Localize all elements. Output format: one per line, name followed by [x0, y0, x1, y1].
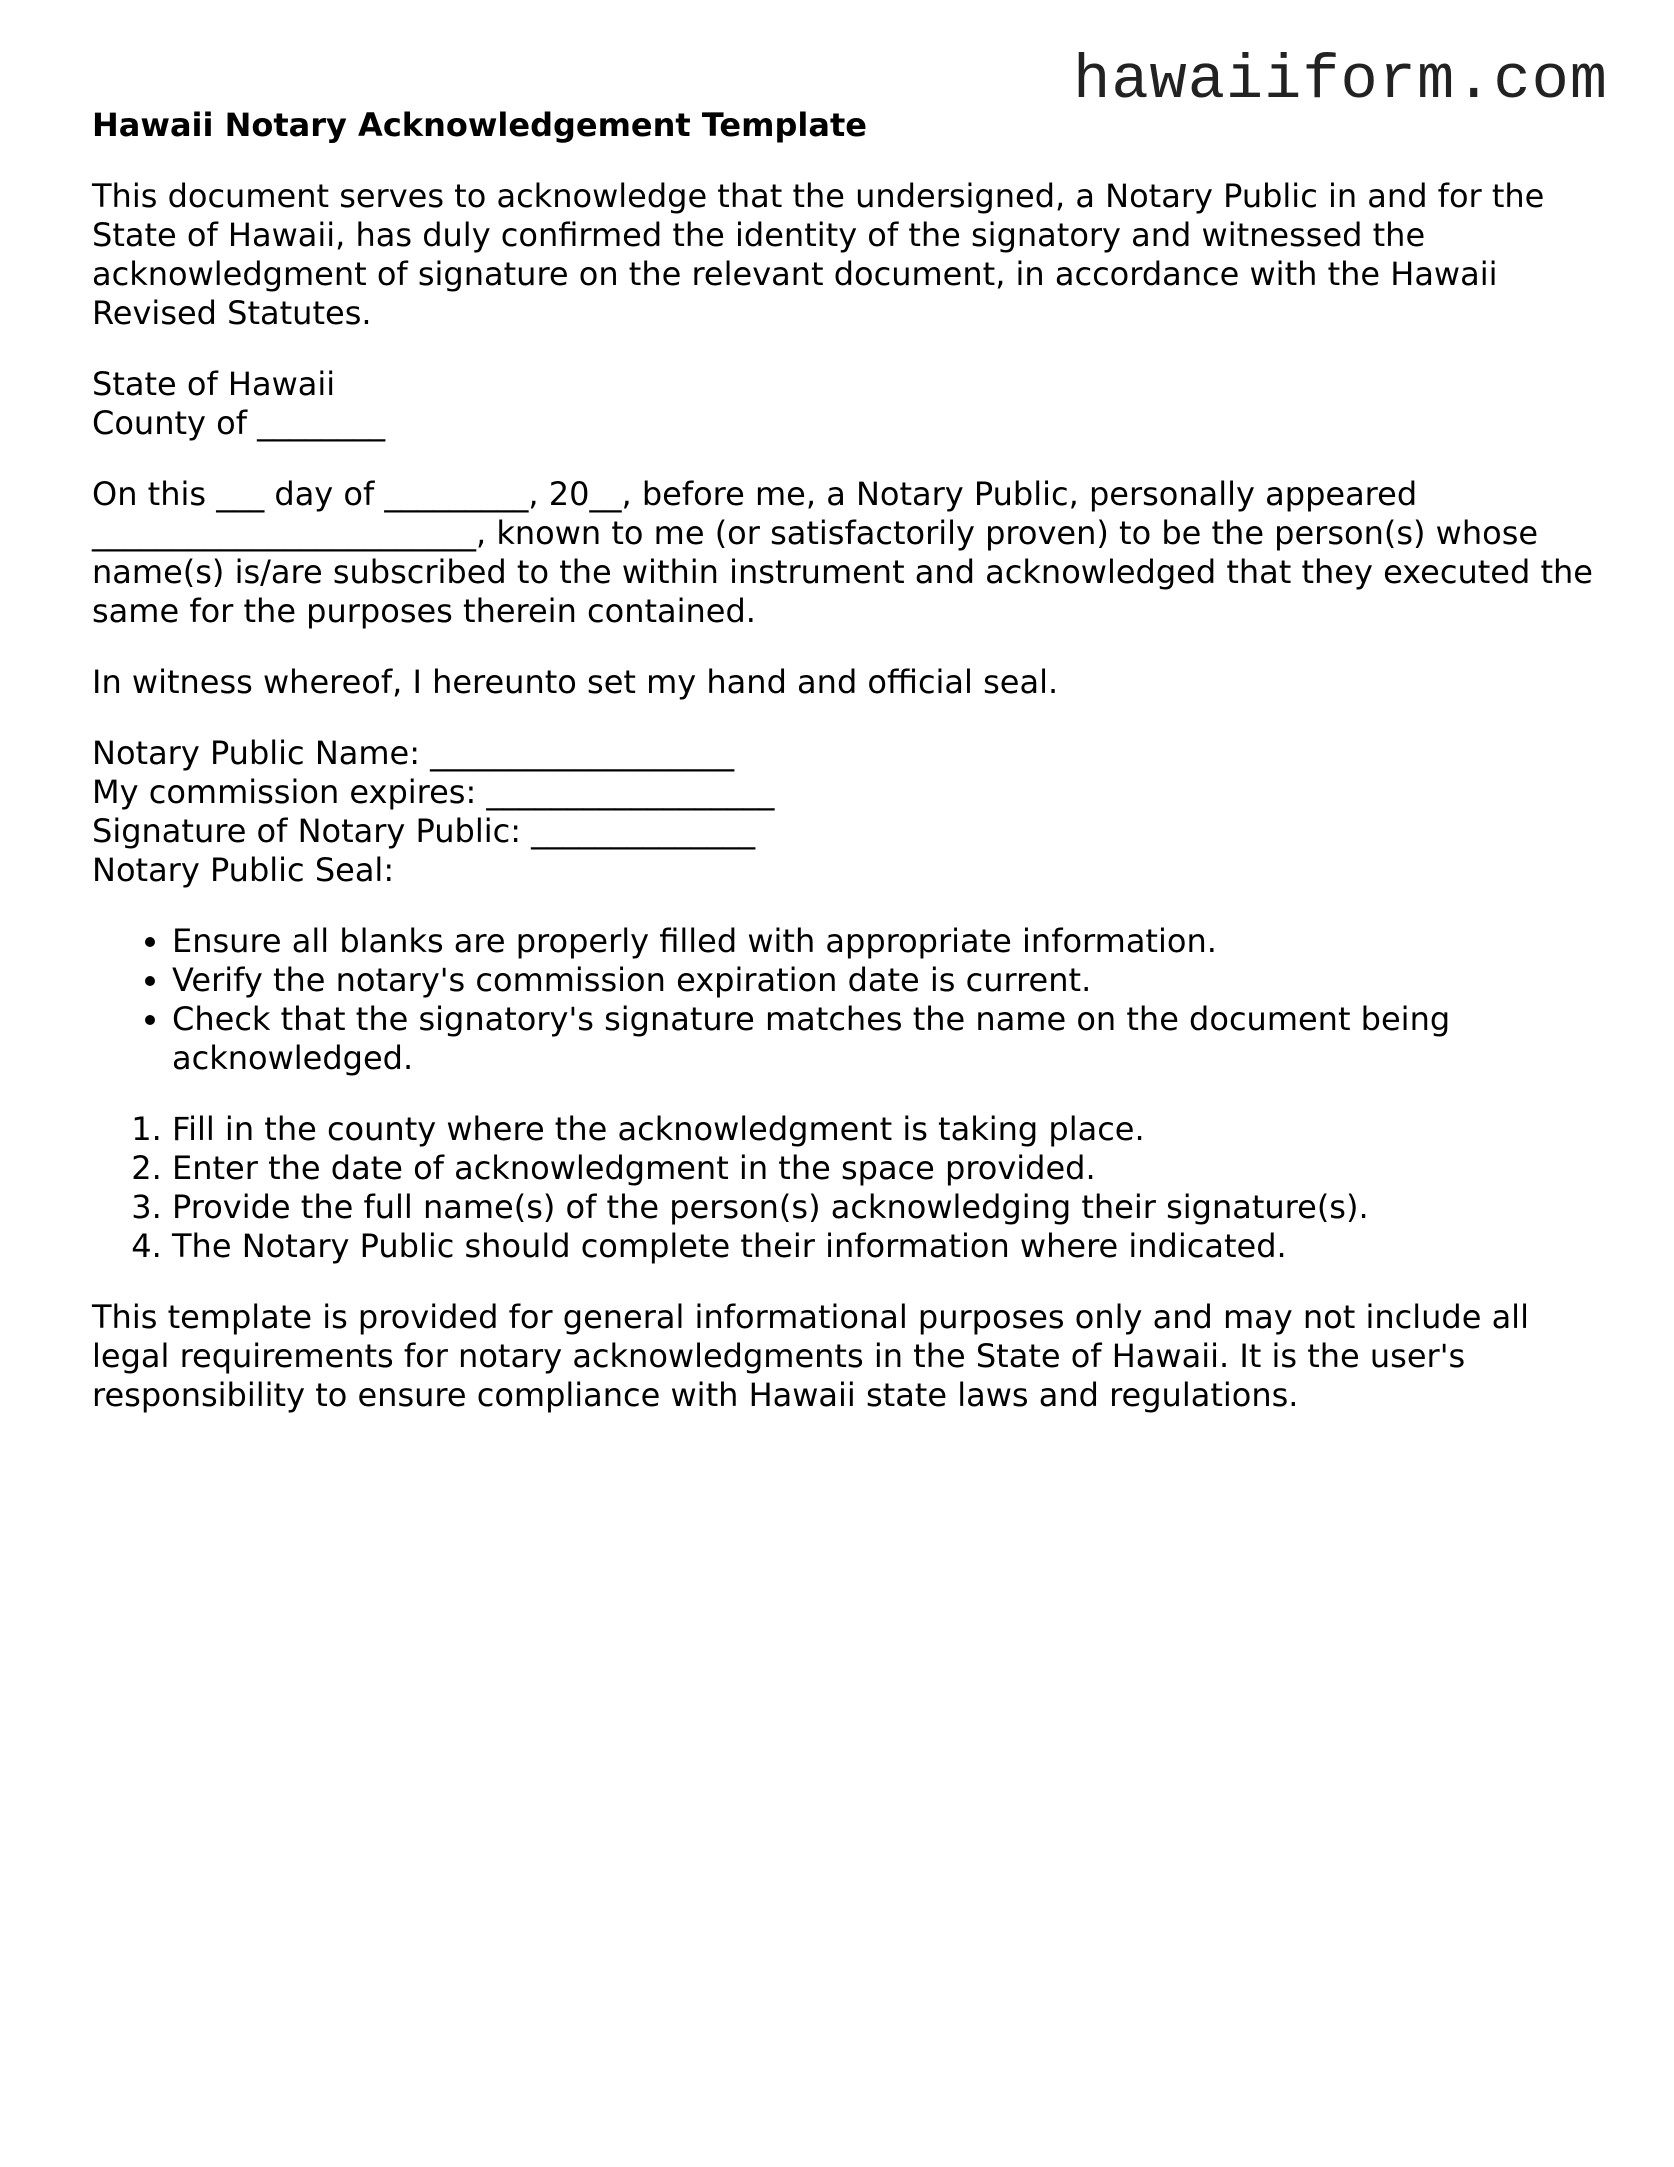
- step-item: 1. Fill in the county where the acknowledgment is taking place.: [172, 1110, 1602, 1149]
- venue-county: County of ________: [92, 404, 386, 442]
- step-item: 4. The Notary Public should complete their information where indicated.: [172, 1227, 1602, 1266]
- checklist-item: • Verify the notary's commission expiration date is current.: [172, 961, 1602, 1000]
- venue-state: State of Hawaii: [92, 365, 336, 403]
- intro-paragraph: This document serves to acknowledge that the undersigned, a Notary Public in and for the State of Hawaii, has duly confirmed the identity of the signatory and witnessed the acknowledgment of signature on the relevant document, in accordance with the Hawaii Revised Statutes.: [92, 177, 1545, 332]
- steps-list: [92, 1110, 1602, 1266]
- notary-seal-line: Notary Public Seal:: [92, 851, 395, 889]
- acknowledgment-paragraph: On this ___ day of _________, 20__, before me, a Notary Public, personally appeared ________________________, known to me (or satisfactorily proven) to be the person(s) whose name(s) is/are subscribed to the within instrument and acknowledged that they executed the same for the purposes therein contained.: [92, 475, 1593, 630]
- site-watermark: hawaiiform.com: [1073, 45, 1608, 116]
- notary-expires-line: My commission expires: __________________: [92, 773, 775, 811]
- venue-block: [92, 365, 1602, 443]
- notary-name-line: Notary Public Name: ___________________: [92, 734, 735, 772]
- notary-block: [92, 734, 1602, 890]
- checklist: [92, 922, 1602, 1078]
- disclaimer-paragraph: This template is provided for general informational purposes only and may not include all legal requirements for notary acknowledgments in the State of Hawaii. It is the user's responsibility to ensure compliance with Hawaii state laws and regulations.: [92, 1298, 1529, 1414]
- step-item: 3. Provide the full name(s) of the person(s) acknowledging their signature(s).: [172, 1188, 1602, 1227]
- document-title: Hawaii Notary Acknowledgement Template: [92, 106, 867, 144]
- document-body: [92, 106, 1602, 1447]
- witness-paragraph: In witness whereof, I hereunto set my hand and official seal.: [92, 663, 1059, 701]
- notary-signature-line: Signature of Notary Public: ______________: [92, 812, 756, 850]
- step-item: 2. Enter the date of acknowledgment in the space provided.: [172, 1149, 1602, 1188]
- checklist-item: • Check that the signatory's signature matches the name on the document being acknowledged.: [172, 1000, 1602, 1078]
- checklist-item: • Ensure all blanks are properly filled with appropriate information.: [172, 922, 1602, 961]
